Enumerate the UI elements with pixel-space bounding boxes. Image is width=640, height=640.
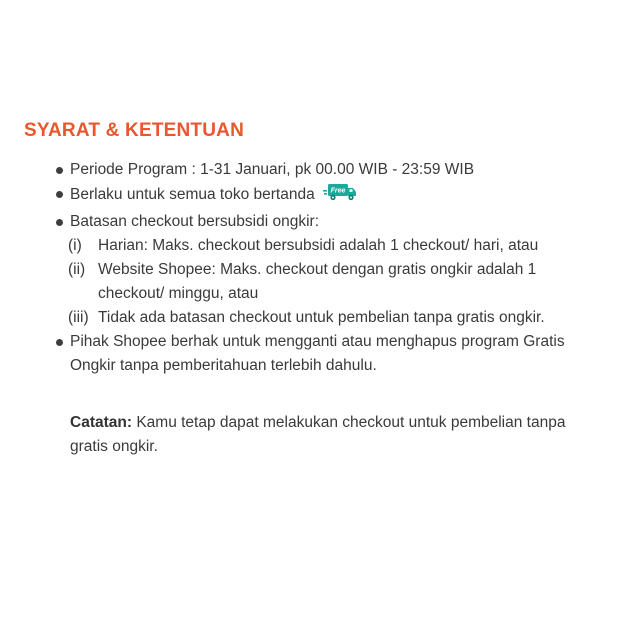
free-shipping-truck-icon — [323, 182, 357, 210]
list-item-stores — [24, 182, 604, 210]
list-item-period — [24, 158, 604, 182]
stores-text: Berlaku untuk semua toko bertanda — [70, 186, 315, 203]
checkout-limit-text: Batasan checkout bersubsidi ongkir: — [70, 213, 320, 230]
sub-item-text: Website Shopee: Maks. checkout dengan gratis ongkir adalah 1 checkout/ minggu, atau — [98, 261, 537, 302]
sub-item-text: Tidak ada batasan checkout untuk pembelian tanpa gratis ongkir. — [98, 309, 545, 326]
sub-item-numeral: (iii) — [68, 309, 89, 326]
sub-item-numeral: (ii) — [68, 261, 86, 278]
note-label: Catatan: — [70, 414, 133, 431]
sub-item-website — [68, 258, 604, 306]
terms-list — [24, 158, 604, 378]
section-title: SYARAT & KETENTUAN — [24, 120, 245, 141]
note-paragraph — [24, 411, 604, 459]
sub-item-numeral: (i) — [68, 237, 82, 254]
list-item-shopee-rights — [24, 330, 604, 378]
free-badge-label: Free — [330, 187, 346, 195]
shopee-rights-text: Pihak Shopee berhak untuk mengganti atau menghapus program Gratis Ongkir tanpa pemberitahuan terlebih dahulu. — [70, 333, 565, 374]
sub-item-no-limit — [68, 306, 604, 330]
checkout-limit-sublist — [68, 234, 604, 330]
note-text: Kamu tetap dapat melakukan checkout untuk pembelian tanpa gratis ongkir. — [70, 414, 566, 455]
list-item-checkout-limit — [24, 210, 604, 330]
sub-item-daily — [68, 234, 604, 258]
sub-item-text: Harian: Maks. checkout bersubsidi adalah 1 checkout/ hari, atau — [98, 237, 539, 254]
period-text: Periode Program : 1-31 Januari, pk 00.00 WIB - 23:59 WIB — [70, 161, 475, 178]
terms-section — [24, 120, 604, 459]
